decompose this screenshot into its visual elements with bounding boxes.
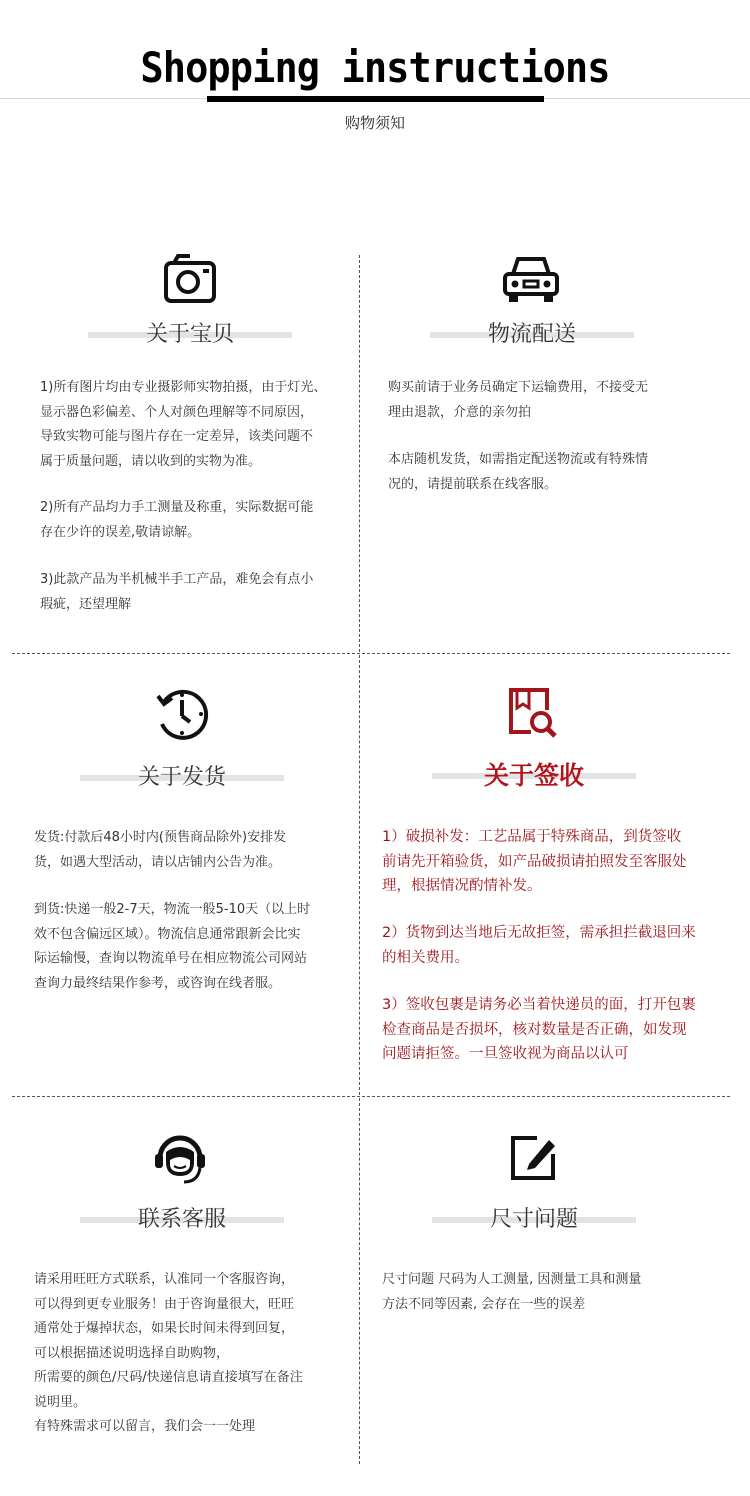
section-paragraph: 请采用旺旺方式联系，认准同一个客服咨询， 可以得到更专业服务！由于咨询量很大，旺旺 通常处于爆掉状态，如果长时间未得到回复， 可以根据描述说明选择自助购物， 所需要的颜色/尺码/快递信息请直接填写在备注 说明里。 有特殊需求可以留言，我们会一一处理 bbox=[34, 1272, 303, 1434]
grid-divider-vertical bbox=[359, 1098, 360, 1464]
section-paragraph: 本店随机发货，如需指定配送物流或有特殊情 况的，请提前联系在线客服。 bbox=[388, 452, 649, 492]
section-paragraph: 1)所有图片均由专业摄影师实物拍摄，由于灯光、 显示器色彩偏差、个人对颜色理解等不同原因， 导致实物可能与图片存在一定差异，该类问题不 属于质量问题，请以收到的实物为准。 bbox=[40, 380, 327, 469]
section-paragraph: 发货:付款后48小时内(预售商品除外)安排发 货，如遇大型活动，请以店铺内公告为准。 bbox=[34, 830, 287, 870]
grid-divider-vertical bbox=[359, 255, 360, 652]
inspect-package-icon bbox=[503, 684, 563, 744]
car-icon bbox=[501, 250, 561, 310]
page-title: Shopping instructions bbox=[140, 43, 610, 92]
grid-divider-vertical bbox=[359, 655, 360, 1095]
page-subtitle: 购物须知 bbox=[344, 114, 405, 132]
section-title: 关于宝贝 bbox=[88, 315, 292, 355]
grid-divider-horizontal bbox=[12, 653, 730, 654]
section-title: 关于签收 bbox=[432, 756, 636, 796]
section-paragraph: 尺寸问题 尺码为人工测量, 因测量工具和测量 方法不同等因素, 会存在一些的误差 bbox=[382, 1272, 642, 1312]
grid-divider-horizontal bbox=[12, 1096, 730, 1097]
section-paragraph: 2）货物到达当地后无故拒签，需承担拦截退回来 的相关费用。 bbox=[382, 925, 696, 966]
section-title: 尺寸问题 bbox=[432, 1200, 636, 1240]
camera-icon bbox=[160, 251, 220, 311]
section-title: 物流配送 bbox=[430, 315, 634, 355]
section-title: 关于发货 bbox=[80, 758, 284, 798]
customer-service-icon bbox=[150, 1128, 210, 1188]
clock-icon bbox=[152, 684, 212, 744]
section-paragraph: 1）破损补发：工艺品属于特殊商品，到货签收 前请先开箱验货，如产品破损请拍照发至客服处 理，根据情况酌情补发。 bbox=[382, 829, 687, 894]
section-paragraph: 3）签收包裹是请务必当着快递员的面，打开包裹 检查商品是否损坏，核对数量是否正确，如发现 问题请拒签。一旦签收视为商品以认可 bbox=[382, 997, 696, 1062]
edit-icon bbox=[503, 1128, 563, 1188]
section-paragraph: 3)此款产品为半机械半手工产品，难免会有点小 瑕疵，还望理解 bbox=[40, 572, 314, 612]
section-paragraph: 2)所有产品均力手工测量及称重，实际数据可能 存在少许的误差,敬请谅解。 bbox=[40, 500, 314, 540]
section-paragraph: 购买前请于业务员确定下运输费用，不接受无 理由退款，介意的亲勿拍 bbox=[388, 380, 649, 420]
section-title: 联系客服 bbox=[80, 1200, 284, 1240]
title-underline bbox=[207, 96, 544, 102]
page-header bbox=[0, 0, 750, 150]
section-paragraph: 到货:快递一般2-7天，物流一般5-10天（以上时 效不包含偏远区域）。物流信息通常跟新会比实 际运输慢，查询以物流单号在相应物流公司网站 查询力最终结果作参考，或咨询在线者服。 bbox=[34, 902, 311, 991]
